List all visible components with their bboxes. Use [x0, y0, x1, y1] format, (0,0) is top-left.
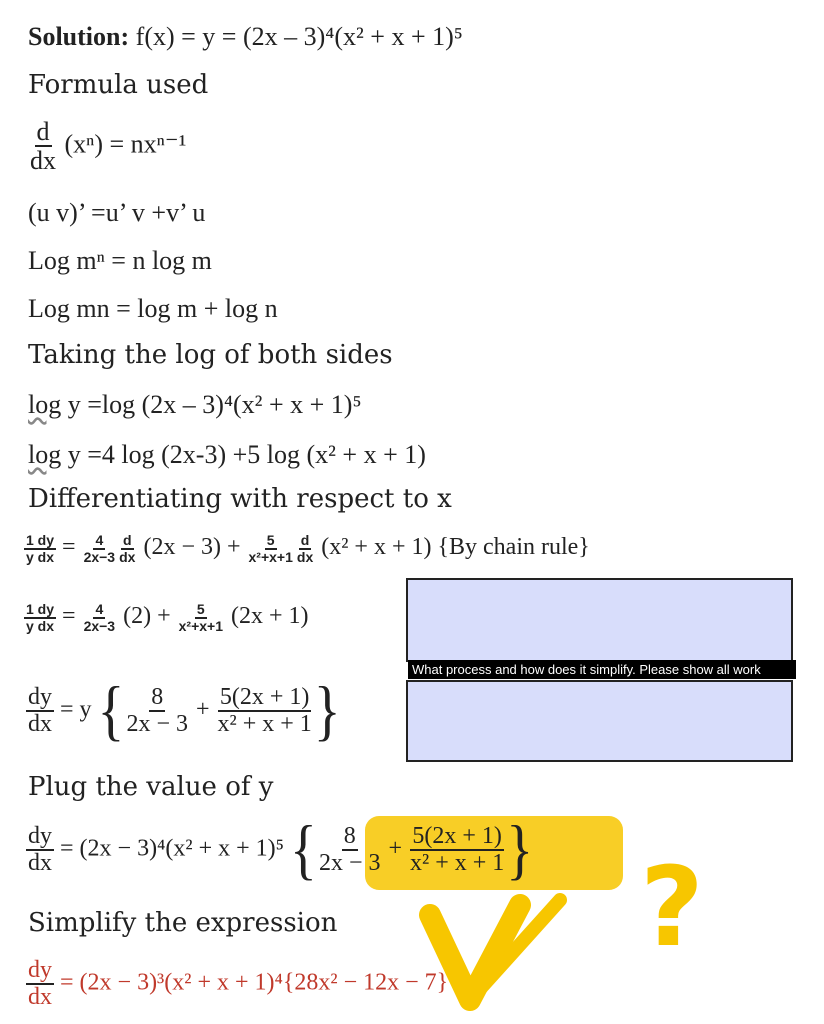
question-mark-icon: ?: [640, 843, 704, 971]
plug-step: $\frac{dy}{dx}$ = (2x − 3)⁴(x² + x + 1)⁵ { $\frac{8}{2x - 3}$ + $\frac{5(2x + 1)}{\text{x² + x + 1}}$ }: [28, 812, 534, 888]
log-product-rule: Log mn = log m + log n: [28, 294, 278, 323]
log-heading: Taking the log of both sides: [28, 340, 393, 370]
diff-step-3: $\frac{dy}{dx}$ = y { $\frac{8}{2x - 3}$ + $\frac{5(2x + 1)}{\text{x² + x + 1}}$ }: [28, 673, 341, 749]
formula-heading: Formula used: [28, 70, 209, 100]
log-power-rule: Log mⁿ = n log m: [28, 246, 212, 275]
question-bar: What process and how does it simplify. Please show all work: [408, 660, 796, 679]
simplify-heading: Simplify the expression: [28, 908, 338, 938]
left-brace: {: [97, 673, 125, 749]
diff-step-2: $\frac{1 dy}{\text{y dx}}$ = $\frac{4}{2x-3}$ (2) + $\frac{5}{\text{x²+x+1}}$ (2x + 1): [26, 601, 309, 634]
log-step-2: log y =4 log (2x-3) +5 log (x² + x + 1): [28, 440, 426, 469]
chain-rule-note: {By chain rule}: [437, 534, 590, 561]
diff-heading: Differentiating with respect to x: [28, 484, 452, 514]
power-rule-text: (xⁿ) = nxⁿ⁻¹: [64, 129, 187, 159]
plug-heading: Plug the value of y: [28, 772, 274, 802]
diff-step-1: $\frac{1 dy}{\text{y dx}}$ = $\frac{4}{2x-3}$ $\frac{d}{dx}$ (2x − 3) + $\frac{5}{\text{x²+x+1}}$ $\frac{d}{dx}$ (x² + x + 1) {By chain rule}: [26, 532, 590, 565]
derivative-operator: $\frac{d}{dx}$: [30, 117, 56, 176]
solution-label: Solution:: [28, 22, 130, 51]
log-step-1: log y =log (2x – 3)⁴(x² + x + 1)⁵: [28, 390, 362, 419]
final-step: $\frac{dy}{dx}$ = (2x − 3)³(x² + x + 1)⁴{28x² − 12x − 7}: [28, 957, 449, 1011]
right-brace: }: [313, 673, 341, 749]
product-rule: (u v)’ =u’ v +v’ u: [28, 198, 206, 227]
solution-function: f(x) = y = (2x – 3)⁴(x² + x + 1)⁵: [135, 22, 463, 51]
